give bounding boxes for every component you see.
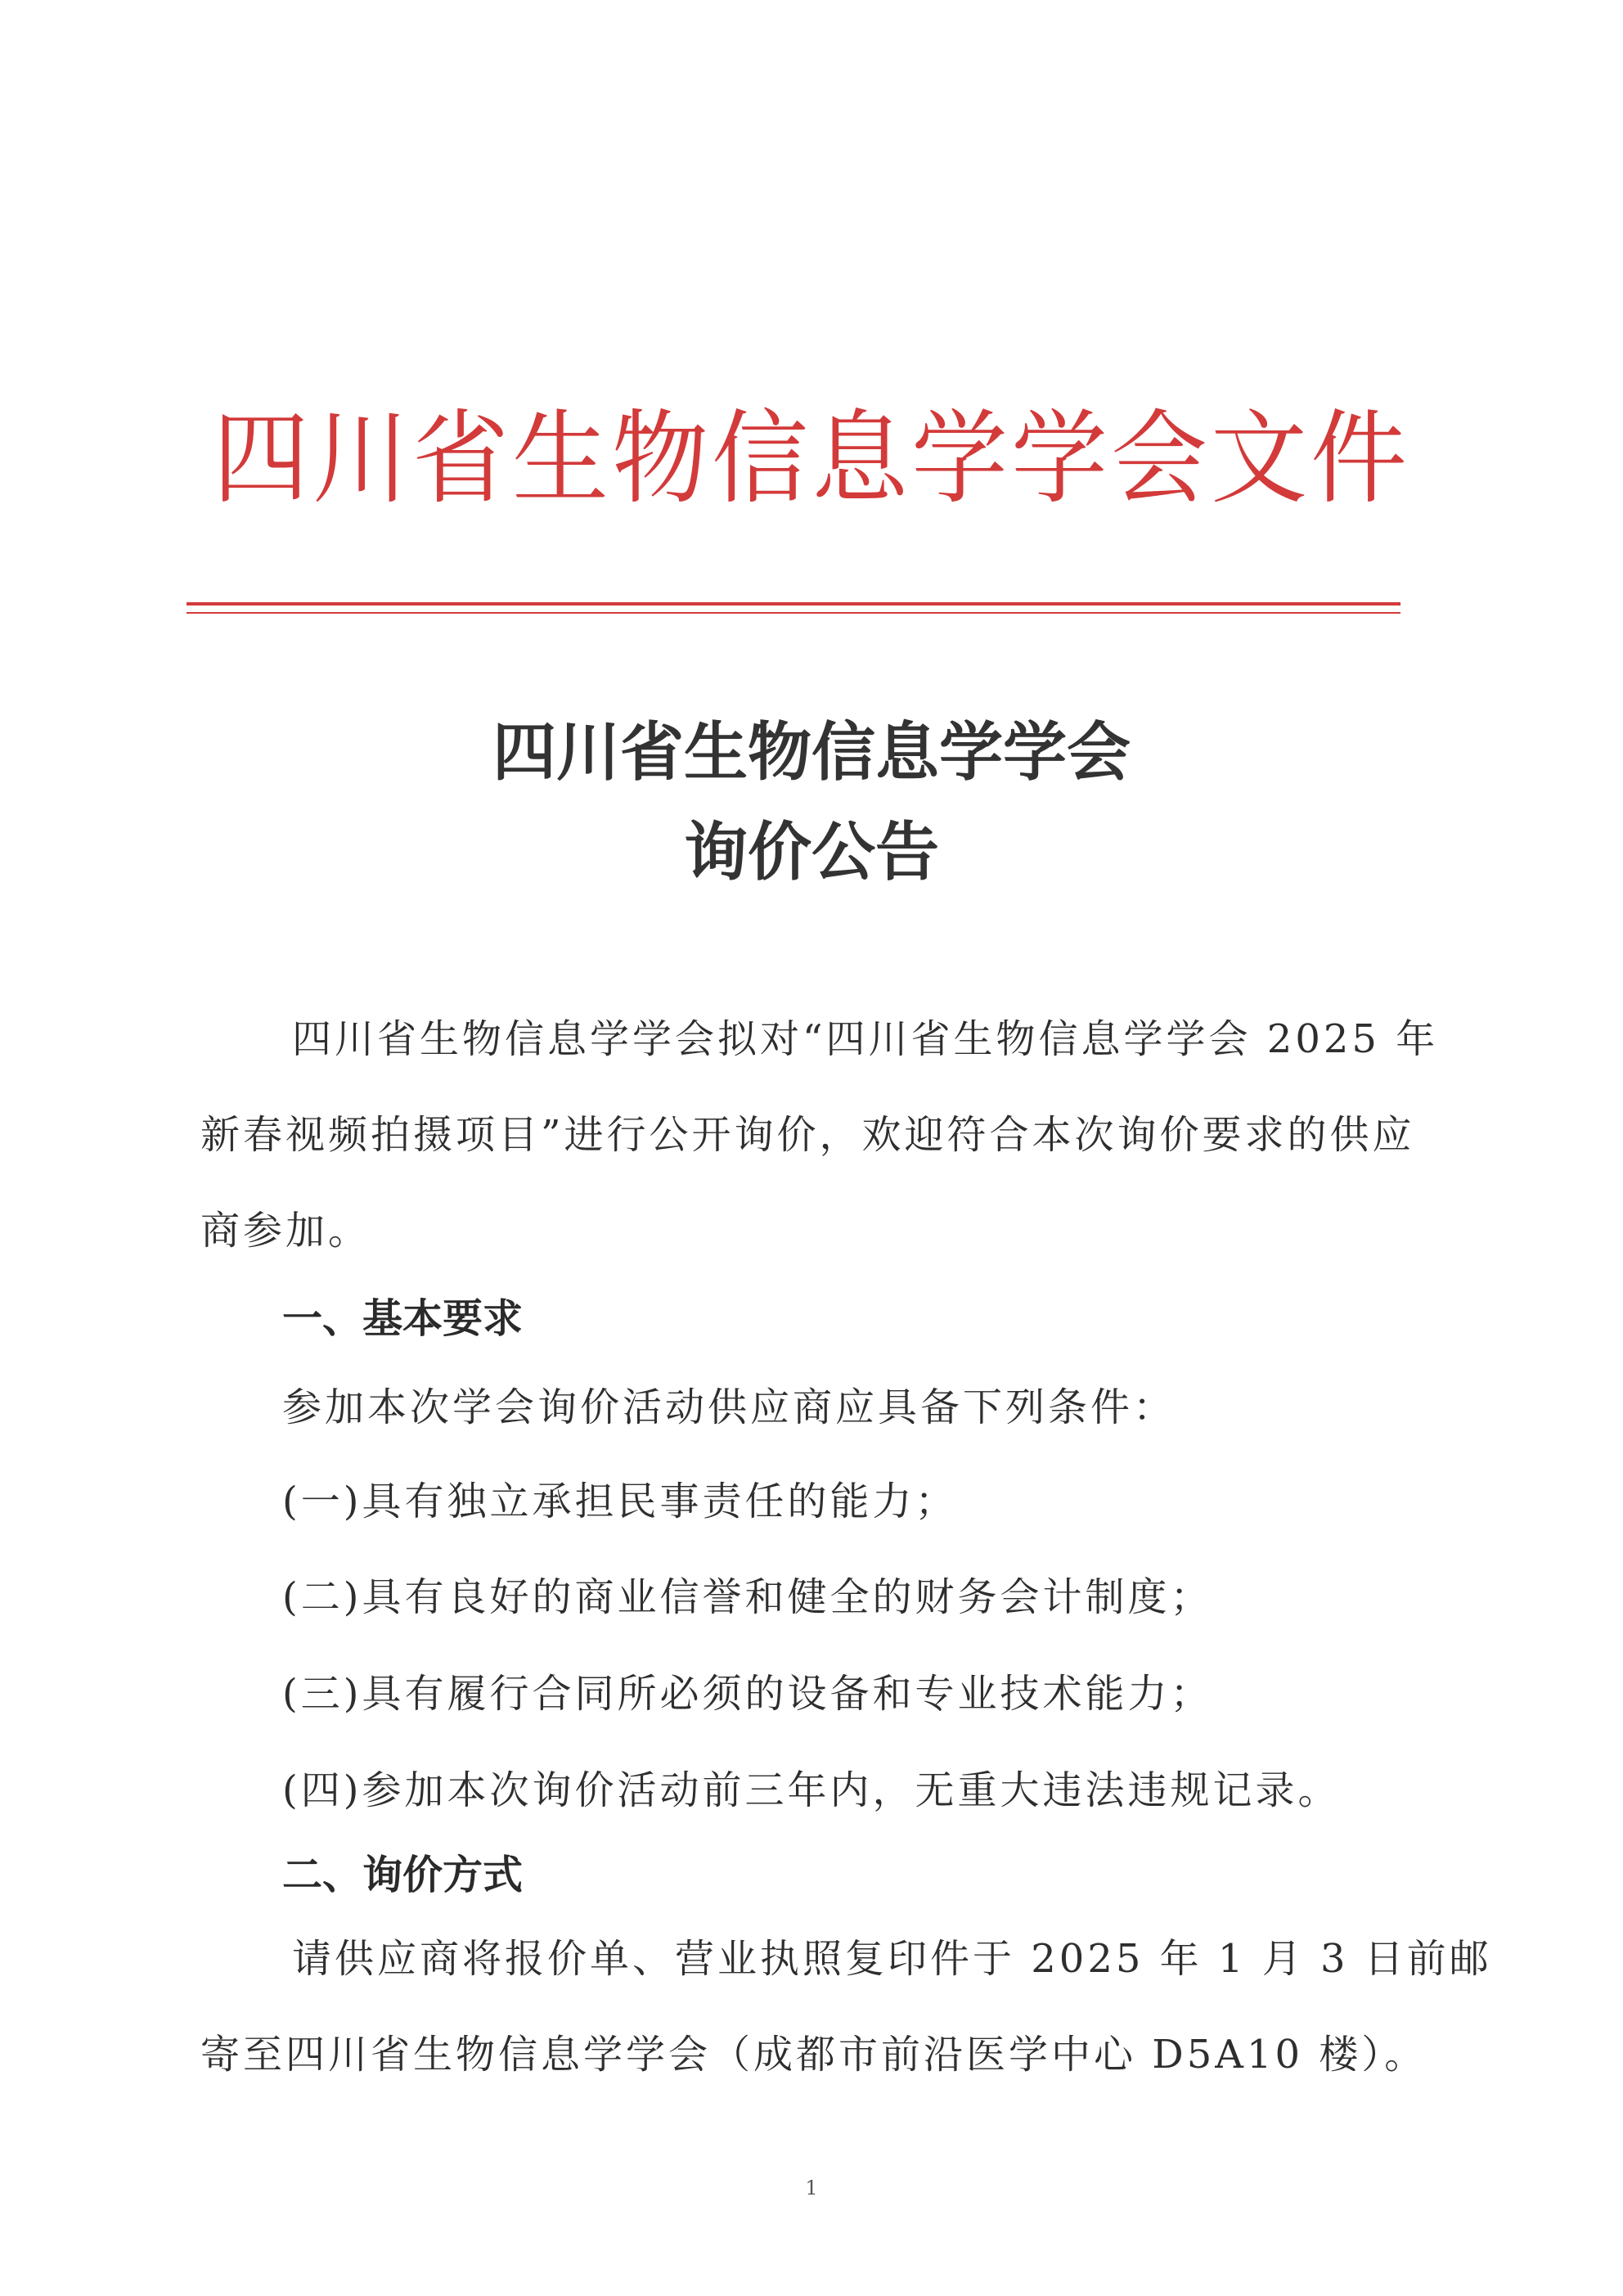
letterhead-rule-thin bbox=[187, 612, 1400, 614]
requirement-item-2: (二)具有良好的商业信誉和健全的财务会计制度； bbox=[282, 1574, 1213, 1620]
section-2-heading: 二、询价方式 bbox=[282, 1852, 524, 1898]
section-2-line-2: 寄至四川省生物信息学学会（成都市前沿医学中心 D5A10 楼）。 bbox=[200, 2032, 1427, 2078]
document-title-line-2: 询价公告 bbox=[683, 815, 939, 889]
intro-paragraph bbox=[200, 992, 1439, 1279]
document-title-line-1: 四川省生物信息学学会 bbox=[492, 715, 1131, 790]
intro-line-2: 新春视频拍摄项目”进行公开询价，欢迎符合本次询价要求的供应 bbox=[200, 1112, 1415, 1158]
section-2-body bbox=[200, 1911, 1492, 2103]
section-2-line-1: 请供应商将报价单、营业执照复印件于 2025 年 1 月 3 日前邮 bbox=[292, 1936, 1492, 1982]
requirement-item-1: (一)具有独立承担民事责任的能力； bbox=[282, 1479, 958, 1524]
page-number: 1 bbox=[805, 2177, 818, 2199]
letterhead-rule-thick bbox=[187, 602, 1400, 606]
intro-line-1: 四川省生物信息学学会拟对“四川省生物信息学学会 2025 年 bbox=[292, 1016, 1439, 1062]
requirement-item-3: (三)具有履行合同所必须的设备和专业技术能力； bbox=[282, 1671, 1213, 1717]
section-1-heading: 一、基本要求 bbox=[282, 1295, 524, 1342]
section-1-lead: 参加本次学会询价活动供应商应具备下列条件： bbox=[282, 1384, 1176, 1430]
requirement-item-4: (四)参加本次询价活动前三年内，无重大违法违规记录。 bbox=[282, 1767, 1341, 1813]
letterhead-title: 四川省生物信息学学会文件 bbox=[212, 398, 1410, 518]
intro-line-3: 商参加。 bbox=[200, 1208, 371, 1254]
